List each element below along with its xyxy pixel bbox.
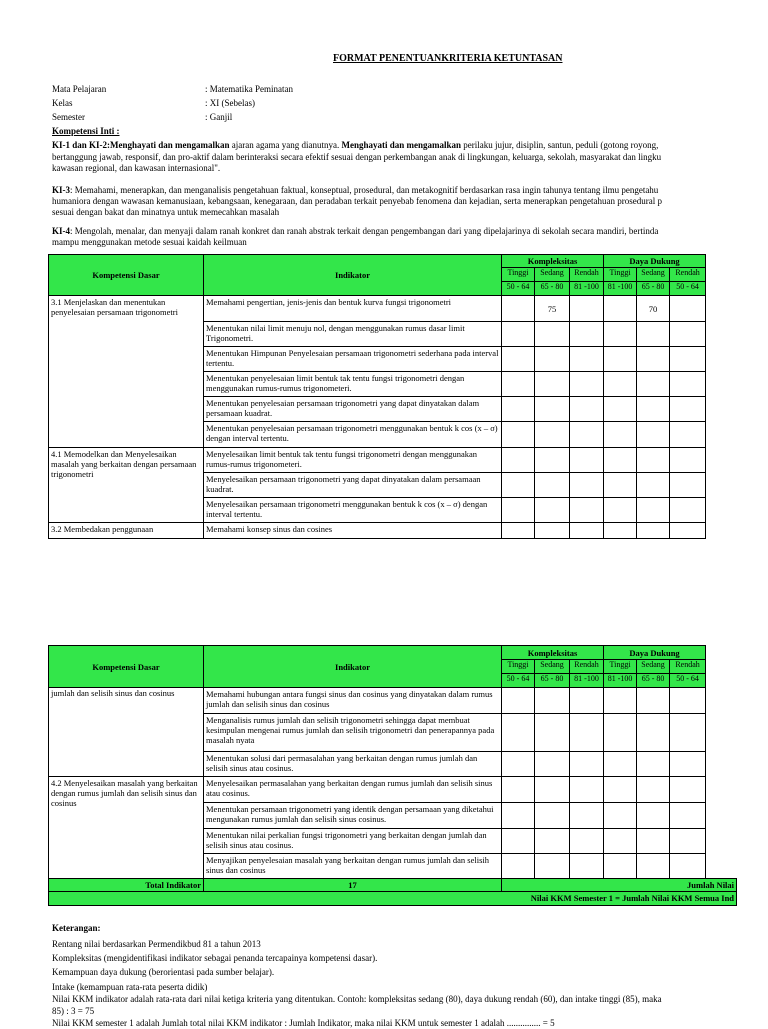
total-indikator-label: Total Indikator	[49, 879, 204, 892]
header-kompleksitas: Kompleksitas	[502, 255, 604, 268]
keterangan-line: Intake (kemampuan rata-rata peserta didik)	[52, 982, 208, 992]
ki4-line2: mampu menggunakan metode sesuai kaidah keilmuan	[52, 237, 247, 247]
dd-range-sedang: 65 - 80	[637, 674, 670, 688]
indikator-row: Memahami hubungan antara fungsi sinus dan cosinus yang dinyatakan dalam rumus jumlah dan selisih sinus dan cosinus	[204, 688, 502, 714]
meta-value-mapel: : Matematika Peminatan	[205, 84, 293, 94]
header-kompleksitas: Kompleksitas	[502, 646, 604, 660]
keterangan-line: 85) : 3 = 75	[52, 1006, 95, 1016]
header-daya-dukung: Daya Dukung	[604, 255, 706, 268]
dd-range-tinggi: 81 -100	[604, 674, 637, 688]
komp-range-rendah: 81 -100	[570, 674, 604, 688]
indikator-row: Menyelesaikan persamaan trigonometri yang dapat dinyatakan dalam persamaan kuadrat.	[204, 473, 502, 498]
ki12-text1: ajaran agama yang dianutnya.	[229, 140, 342, 150]
indikator-row: Memahami pengertian, jenis-jenis dan bentuk kurva fungsi trigonometri	[204, 296, 502, 322]
keterangan-heading: Keterangan:	[52, 923, 101, 933]
ki12-line1	[52, 140, 764, 151]
ki3-text: : Memahami, menerapkan, dan menganalisis pengetahuan faktual, konseptual, prosedural, dan metakognitif berdasarkan rasa ingin tahunya tentang ilmu pengetahu	[70, 185, 659, 195]
komp-range-tinggi: 50 - 64	[502, 282, 535, 296]
komp-range-sedang: 65 - 80	[535, 674, 570, 688]
ki3-line3: sesuai dengan bakat dan minatnya untuk memecahkan masalah	[52, 207, 280, 217]
dd-range-rendah: 50 - 64	[670, 282, 706, 296]
indikator-row: Menentukan penyelesaian limit bentuk tak tentu fungsi trigonometri dengan menggunakan rumus-rumus trigonometeri.	[204, 372, 502, 397]
dd-level-tinggi: Tinggi	[604, 660, 637, 674]
keterangan-line: Kemampuan daya dukung (berorientasi pada sumber belajar).	[52, 967, 275, 977]
dd-level-rendah: Rendah	[670, 268, 706, 282]
keterangan-line: Rentang nilai berdasarkan Permendikbud 81 a tahun 2013	[52, 939, 261, 949]
dd-level-sedang: Sedang	[637, 268, 670, 282]
header-kd: Kompetensi Dasar	[49, 646, 204, 688]
kkm-table-2	[48, 645, 737, 906]
indikator-row: Menyelesaikan permasalahan yang berkaitan dengan rumus jumlah dan selisih sinus atau cosinus.	[204, 777, 502, 803]
indikator-row: Menganalisis rumus jumlah dan selisih trigonometri sehingga dapat membuat kesimpulan mengenai rumus jumlah dan selisih trigonometri dan penerapannya pada masalah nyata	[204, 714, 502, 752]
indikator-row: Menentukan Himpunan Penyelesaian persamaan trigonometri sederhana pada interval tertentu.	[204, 347, 502, 372]
dd-range-tinggi: 81 -100	[604, 282, 637, 296]
komp-level-tinggi: Tinggi	[502, 660, 535, 674]
indikator-row: Menentukan persamaan trigonometri yang identik dengan persamaan yang diketahui mengunakan rumus jumlah dan selisih sinus cosinus.	[204, 803, 502, 829]
indikator-row: Menyajikan penyelesaian masalah yang berkaitan dengan rumus jumlah dan selisih sinus dan cosinus	[204, 854, 502, 879]
ki4-line1	[52, 226, 764, 237]
header-indikator: Indikator	[204, 255, 502, 296]
nilai-kkm-label: Nilai KKM Semester 1 = Jumlah Nilai KKM Semua Ind	[49, 892, 737, 906]
header-daya-dukung: Daya Dukung	[604, 646, 706, 660]
ki12-line2: bertanggung jawab, responsif, dan pro-aktif dalam berinteraksi secara efektif sesuai dengan perkembangan anak di lingkungan, keluarga, sekolah, masyarakat dan lingku	[52, 152, 662, 162]
kd-3-2-cont: jumlah dan selisih sinus dan cosinus	[49, 688, 204, 777]
meta-label-mapel: Mata Pelajaran	[52, 84, 107, 94]
meta-value-semester: : Ganjil	[205, 112, 233, 122]
keterangan-line: Nilai KKM semester 1 adalah Jumlah total nilai KKM indikator : Jumlah Indikator, maka nilai KKM untuk semester 1 adalah ............... = 5	[52, 1018, 555, 1028]
ki-heading: Kompetensi Inti :	[52, 126, 120, 136]
indikator-row: Memahami konsep sinus dan cosines	[204, 523, 502, 539]
ki3-bold: KI-3	[52, 185, 70, 195]
dd-range-sedang: 65 - 80	[637, 282, 670, 296]
komp-level-sedang: Sedang	[535, 268, 570, 282]
komp-level-rendah: Rendah	[570, 660, 604, 674]
dd-range-rendah: 50 - 64	[670, 674, 706, 688]
dd-level-rendah: Rendah	[670, 660, 706, 674]
dd-level-tinggi: Tinggi	[604, 268, 637, 282]
indikator-row: Menentukan nilai limit menuju nol, dengan menggunakan rumus dasar limit Trigonometri.	[204, 322, 502, 347]
ki12-bold2: Menghayati dan mengamalkan	[341, 140, 461, 150]
komp-range-rendah: 81 -100	[570, 282, 604, 296]
komp-sedang-value: 75	[535, 296, 570, 322]
komp-level-rendah: Rendah	[570, 268, 604, 282]
table1-clip	[48, 254, 708, 540]
indikator-row: Menyelesaikan limit bentuk tak tentu fungsi trigonometri dengan menggunakan rumus-rumus trigonometeri.	[204, 448, 502, 473]
ki12-bold1: KI-1 dan KI-2:Menghayati dan mengamalkan	[52, 140, 230, 150]
ki12-line3: kawasan regional, dan kawasan internasional".	[52, 163, 221, 173]
kd-4-2: 4.2 Menyelesaikan masalah yang berkaitan dengan rumus jumlah dan selisih sinus dan cosinus	[49, 777, 204, 879]
meta-label-semester: Semester	[52, 112, 85, 122]
total-indikator-value: 17	[204, 879, 502, 892]
ki4-text: : Mengolah, menalar, dan menyaji dalam ranah konkret dan ranah abstrak terkait dengan pengembangan dari yang dipelajarinya di sekolah secara mandiri, bertinda	[70, 226, 659, 236]
meta-label-kelas: Kelas	[52, 98, 73, 108]
table2-clip	[48, 645, 738, 911]
dd-sedang-value: 70	[637, 296, 670, 322]
header-indikator: Indikator	[204, 646, 502, 688]
indikator-row: Menentukan solusi dari permasalahan yang berkaitan dengan rumus jumlah dan selisih sinus atau cosinus.	[204, 752, 502, 777]
komp-range-tinggi: 50 - 64	[502, 674, 535, 688]
kkm-table-1	[48, 254, 706, 539]
komp-level-sedang: Sedang	[535, 660, 570, 674]
kd-3-1: 3.1 Menjelaskan dan menentukan penyelesaian persamaan trigonometri	[49, 296, 204, 448]
kd-4-1: 4.1 Memodelkan dan Menyelesaikan masalah yang berkaitan dengan persamaan trigonometri	[49, 448, 204, 523]
ki3-line2: humaniora dengan wawasan kemanusiaan, kebangsaan, kenegaraan, dan peradaban terkait penyebab fenomena dan kejadian, serta menerapkan pengetahuan prosedural p	[52, 196, 662, 206]
indikator-row: Menentukan penyelesaian persamaan trigonometri yang dapat dinyatakan dalam persamaan kuadrat.	[204, 397, 502, 422]
dd-level-sedang: Sedang	[637, 660, 670, 674]
indikator-row: Menyelesaikan persamaan trigonometri menggunakan bentuk k cos (x – σ) dengan interval tertentu.	[204, 498, 502, 523]
ki4-bold: KI-4	[52, 226, 70, 236]
keterangan-line: Nilai KKM indikator adalah rata-rata dari nilai ketiga kriteria yang ditentukan. Contoh: kompleksitas sedang (80), daya dukung rendah (60), dan intake tinggi (85), maka	[52, 994, 662, 1004]
meta-value-kelas: : XI (Sebelas)	[205, 98, 255, 108]
ki3-line1	[52, 185, 764, 196]
document-title: FORMAT PENENTUANKRITERIA KETUNTASAN	[333, 53, 563, 64]
jumlah-nilai-label: Jumlah Nilai	[502, 879, 737, 892]
komp-level-tinggi: Tinggi	[502, 268, 535, 282]
keterangan-line: Kompleksitas (mengidentifikasi indikator sebagai penanda tercapainya kompetensi dasar).	[52, 953, 378, 963]
indikator-row: Menentukan penyelesaian persamaan trigonometri menggunakan bentuk k cos (x – σ) dengan interval tertentu.	[204, 422, 502, 448]
indikator-row: Menentukan nilai perkalian fungsi trigonometri yang berkaitan dengan jumlah dan selisih sinus atau cosinus.	[204, 829, 502, 854]
kd-3-2: 3.2 Membedakan penggunaan	[49, 523, 204, 539]
ki12-text2: perilaku jujur, disiplin, santun, peduli (gotong royong,	[461, 140, 659, 150]
header-kd: Kompetensi Dasar	[49, 255, 204, 296]
komp-range-sedang: 65 - 80	[535, 282, 570, 296]
